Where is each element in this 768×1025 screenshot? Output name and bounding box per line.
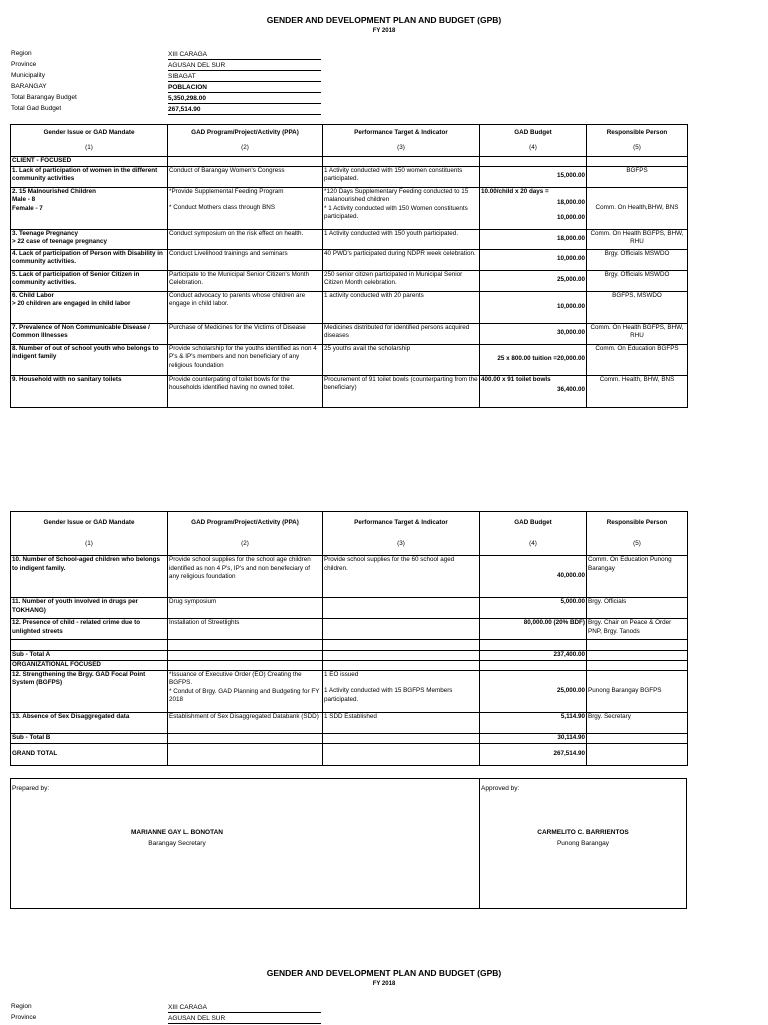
issue-cell bbox=[11, 291, 168, 323]
person-cell: Comm. On Health BGFPS, BHW, RHU bbox=[587, 323, 688, 344]
barangay-label: BARANGAY bbox=[11, 83, 47, 90]
person-cell: Brgy. Officials MSWDO bbox=[587, 270, 688, 291]
target-cell: 1 SDD Established bbox=[323, 712, 480, 733]
province-value: AGUSAN DEL SUR bbox=[168, 61, 321, 71]
header-issue: Gender Issue or GAD Mandate bbox=[11, 512, 168, 534]
ppa-cell: Conduct symposium on the risk effect on health. bbox=[168, 229, 323, 249]
budget-cell: 5,114.90 bbox=[480, 712, 587, 733]
subtotal-b-value: 30,114.90 bbox=[480, 733, 587, 743]
header-person: Responsible Person bbox=[587, 125, 688, 141]
fiscal-year-page2: FY 2018 bbox=[372, 981, 396, 987]
header-target-num: (3) bbox=[323, 141, 480, 157]
subtotal-a-value: 237,400.00 bbox=[480, 651, 587, 661]
issue-cell: 12. Strengthening the Brgy. GAD Focal Point System (BGFPS) bbox=[11, 670, 168, 712]
approved-by-label: Approved by: bbox=[481, 785, 520, 792]
issue-cell: 11. Number of youth involved in drugs per TOKHANG) bbox=[11, 598, 168, 619]
header-person: Responsible Person bbox=[587, 512, 688, 534]
issue-cell: 13. Absence of Sex Disaggregated data bbox=[11, 712, 168, 733]
budget-cell: 25 x 800.00 tuition =20,000.00 bbox=[480, 344, 587, 375]
total-gad-label: Total Gad Budget bbox=[11, 105, 62, 112]
header-budget-num: (4) bbox=[480, 141, 587, 157]
ppa-cell: Provide scholarship for the youths identified as non 4 P's & IP's members and non beneficiary of any religious foundation bbox=[168, 344, 323, 375]
budget-value: 10,000.00 bbox=[556, 213, 585, 221]
subtotal-b-label: Sub - Total B bbox=[11, 733, 168, 743]
budget-cell: 18,000.00 bbox=[480, 229, 587, 249]
issue-cell bbox=[11, 229, 168, 249]
table-row bbox=[11, 249, 688, 270]
issue-line: 6. Child Labor bbox=[12, 291, 54, 299]
table-row bbox=[11, 712, 688, 733]
section-organizational-focused: ORGANIZATIONAL FOCUSED bbox=[11, 661, 168, 671]
person-cell: Punong Barangay BGFPS bbox=[587, 670, 688, 712]
province-label: Province bbox=[11, 61, 37, 68]
ppa-cell: Conduct advocacy to parents whose children are engage in child labor. bbox=[168, 291, 323, 323]
total-budget-value: 5,350,298.00 bbox=[168, 94, 321, 104]
person-cell: Brgy. Officials MSWDO bbox=[587, 249, 688, 270]
budget-cell: 5,000.00 bbox=[480, 598, 587, 619]
target-line: 1 Activity conducted with 15 BGFPS Members participated. bbox=[324, 687, 453, 703]
ppa-line: * Condut of Brgy. GAD Planning and Budgeting for FY 2018 bbox=[169, 687, 320, 703]
table-row bbox=[11, 556, 688, 598]
issue-line: > 20 children are engaged in child labor bbox=[12, 300, 131, 307]
header-ppa-num: (2) bbox=[168, 141, 323, 157]
header-person-num: (5) bbox=[587, 534, 688, 556]
target-cell bbox=[323, 670, 480, 712]
province-value: AGUSAN DEL SUR bbox=[168, 1014, 321, 1024]
table-row bbox=[11, 187, 688, 229]
issue-cell: 8. Number of out of school youth who belongs to indigent family bbox=[11, 344, 168, 375]
person-cell: BGFPS bbox=[587, 166, 688, 187]
subtotal-a-row bbox=[11, 651, 688, 661]
issue-cell: 12. Presence of child - related crime due to unlighted streets bbox=[11, 619, 168, 640]
ppa-line: *Issuance of Executive Order (EO) Creating the BGFPS. bbox=[169, 670, 302, 686]
grand-total-value: 267,514.90 bbox=[480, 743, 587, 765]
ppa-cell: Conduct Livelihood trainings and seminars bbox=[168, 249, 323, 270]
target-cell: 25 youths avail the scholarship bbox=[323, 344, 480, 375]
ppa-cell: Provide counterpating of toilet bowls for the households identified having no owned toilet. bbox=[168, 375, 323, 407]
table-row bbox=[11, 375, 688, 407]
region-value: XIII CARAGA bbox=[168, 1003, 321, 1013]
header-target: Performance Target & Indicator bbox=[323, 512, 480, 534]
budget-cell: 80,000.00 (20% BDF) bbox=[480, 619, 587, 640]
budget-value: 18,000.00 bbox=[556, 199, 585, 206]
ppa-cell bbox=[168, 670, 323, 712]
approved-by-position: Punong Barangay bbox=[556, 840, 610, 847]
header-person-num: (5) bbox=[587, 141, 688, 157]
header-ppa: GAD Program/Project/Activity (PPA) bbox=[168, 125, 323, 141]
target-cell: 40 PWD's participated during NDPR week celebration. bbox=[323, 249, 480, 270]
budget-cell: 25,000.00 bbox=[480, 670, 587, 712]
issue-cell: 5. Lack of participation of Senior Citizen in community activities. bbox=[11, 270, 168, 291]
target-line: *120 Days Supplementary Feeding conducted to 15 malanourished children bbox=[324, 187, 469, 203]
table-row bbox=[11, 166, 688, 187]
issue-line: Female - 7 bbox=[12, 204, 43, 212]
target-cell: Procurement of 91 toilet bowls (counterparting from the beneficiary) bbox=[323, 375, 480, 407]
issue-line: 3. Teenage Pregnancy bbox=[12, 229, 79, 237]
target-cell: 1 Activity conducted with 150 youth participated. bbox=[323, 229, 480, 249]
ppa-line: *Provide Supplemental Feeding Program bbox=[169, 187, 284, 195]
ppa-cell: Establishment of Sex Disaggregated Databank (SDD) bbox=[168, 712, 323, 733]
table-row bbox=[11, 670, 688, 712]
budget-cell bbox=[480, 187, 587, 229]
target-cell bbox=[323, 187, 480, 229]
prepared-by-label: Prepared by: bbox=[12, 785, 50, 792]
header-issue-num: (1) bbox=[11, 534, 168, 556]
target-line: * 1 Activity conducted with 150 Women constituents participated. bbox=[324, 204, 468, 220]
target-cell: Provide school supplies for the 60 school aged children. bbox=[323, 556, 480, 598]
region-label: Region bbox=[11, 1003, 32, 1010]
total-gad-value: 267,514.90 bbox=[168, 105, 321, 115]
table-row bbox=[11, 270, 688, 291]
person-cell: BGFPS, MSWDO bbox=[587, 291, 688, 323]
person-cell: Comm. On Health BGFPS, BHW, RHU bbox=[587, 229, 688, 249]
issue-cell: 9. Household with no sanitary toilets bbox=[11, 375, 168, 407]
person-cell: Comm. On Education BGFPS bbox=[587, 344, 688, 375]
header-budget: GAD Budget bbox=[480, 125, 587, 141]
table-row bbox=[11, 291, 688, 323]
ppa-cell: Purchase of Medicines for the Victims of Disease bbox=[168, 323, 323, 344]
subtotal-b-row bbox=[11, 733, 688, 743]
issue-cell: 4. Lack of participation of Person with Disability in community activities. bbox=[11, 249, 168, 270]
approved-by-name: CARMELITO C. BARRIENTOS bbox=[537, 829, 629, 836]
header-ppa-num: (2) bbox=[168, 534, 323, 556]
budget-note: 10.00/child x 20 days = bbox=[481, 187, 549, 195]
issue-line: > 22 case of teenage pregnancy bbox=[12, 238, 108, 245]
total-budget-label: Total Barangay Budget bbox=[11, 94, 77, 101]
table-row bbox=[11, 598, 688, 619]
target-cell: 250 senior citizen participated in Municipal Senior Citizen Month celebration. bbox=[323, 270, 480, 291]
grand-total-label: GRAND TOTAL bbox=[11, 743, 168, 765]
person-cell: Comm. Health, BHW, BNS bbox=[587, 375, 688, 407]
target-cell: 1 activity conducted with 20 parents bbox=[323, 291, 480, 323]
prepared-by-name: MARIANNE GAY L. BONOTAN bbox=[131, 829, 223, 836]
person-cell: Brgy. Chair on Peace & Order PNP, Brgy. Tanods bbox=[587, 619, 688, 640]
region-label: Region bbox=[11, 50, 32, 57]
barangay-value: POBLACION bbox=[168, 83, 321, 93]
budget-cell: 15,000.00 bbox=[480, 166, 587, 187]
person-cell: Brgy. Secretary bbox=[587, 712, 688, 733]
document-title-page2: GENDER AND DEVELOPMENT PLAN AND BUDGET (GPB) bbox=[266, 968, 502, 978]
target-line: 1 EO issued bbox=[324, 670, 359, 678]
header-target-num: (3) bbox=[323, 534, 480, 556]
ppa-cell: Conduct of Barangay Women's Congress bbox=[168, 166, 323, 187]
signature-divider bbox=[479, 779, 480, 908]
budget-cell: 10,000.00 bbox=[480, 249, 587, 270]
budget-cell: 25,000.00 bbox=[480, 270, 587, 291]
issue-cell bbox=[11, 187, 168, 229]
target-cell: 1 Activity conducted with 150 women constituents participated. bbox=[323, 166, 480, 187]
table-row bbox=[11, 344, 688, 375]
province-label: Province bbox=[11, 1014, 37, 1021]
prepared-by-position: Barangay Secretary bbox=[148, 840, 206, 847]
budget-cell: 30,000.00 bbox=[480, 323, 587, 344]
budget-cell: 40,000.00 bbox=[480, 556, 587, 598]
ppa-cell: Installation of Streetlights bbox=[168, 619, 323, 640]
person-cell: Comm. On Education Punong Barangay bbox=[587, 556, 688, 598]
issue-line: Male - 8 bbox=[12, 196, 36, 203]
issue-cell: 7. Prevalence of Non Communicable Disease / Common Illnesses bbox=[11, 323, 168, 344]
gpb-table-continued bbox=[10, 511, 688, 766]
budget-cell: 10,000.00 bbox=[480, 291, 587, 323]
municipality-value: SIBAGAT bbox=[168, 72, 321, 82]
ppa-cell bbox=[168, 187, 323, 229]
issue-cell: 10. Number of School-aged children who belongs to indigent family. bbox=[11, 556, 168, 598]
issue-line: 2. 15 Malnourished Children bbox=[12, 187, 96, 195]
signature-block bbox=[10, 778, 687, 909]
header-budget: GAD Budget bbox=[480, 512, 587, 534]
header-budget-num: (4) bbox=[480, 534, 587, 556]
header-target: Performance Target & Indicator bbox=[323, 125, 480, 141]
budget-value: 36,400.00 bbox=[556, 386, 585, 393]
ppa-cell: Provide school supplies for the school age children identified as non 4 P's, IP's and non benefeciary of any religious foundation bbox=[168, 556, 323, 598]
ppa-cell: Participate to the Municipal Senior Citizen's Month Celebration. bbox=[168, 270, 323, 291]
person-cell: Comm. On Health,BHW, BNS bbox=[587, 187, 688, 229]
ppa-cell: Drug symposium bbox=[168, 598, 323, 619]
gpb-table-client bbox=[10, 124, 688, 408]
budget-cell bbox=[480, 375, 587, 407]
person-cell: Brgy. Officials bbox=[587, 598, 688, 619]
document-title: GENDER AND DEVELOPMENT PLAN AND BUDGET (GPB) bbox=[266, 15, 502, 25]
region-value: XIII CARAGA bbox=[168, 50, 321, 60]
header-issue-num: (1) bbox=[11, 141, 168, 157]
section-client-focused: CLIENT - FOCUSED bbox=[11, 157, 168, 167]
budget-note: 400.00 x 91 toilet bowls bbox=[481, 375, 551, 383]
table-row bbox=[11, 323, 688, 344]
subtotal-a-label: Sub - Total A bbox=[11, 651, 168, 661]
municipality-label: Municipality bbox=[11, 72, 45, 79]
grand-total-row bbox=[11, 743, 688, 765]
target-cell: Medicines distributed for identified persons acquired diseases bbox=[323, 323, 480, 344]
header-issue: Gender Issue or GAD Mandate bbox=[11, 125, 168, 141]
fiscal-year: FY 2018 bbox=[372, 28, 396, 34]
ppa-line: * Conduct Mothers class through BNS bbox=[169, 204, 276, 211]
table-row bbox=[11, 229, 688, 249]
table-row bbox=[11, 619, 688, 640]
issue-cell: 1. Lack of participation of women in the different community activities bbox=[11, 166, 168, 187]
header-ppa: GAD Program/Project/Activity (PPA) bbox=[168, 512, 323, 534]
